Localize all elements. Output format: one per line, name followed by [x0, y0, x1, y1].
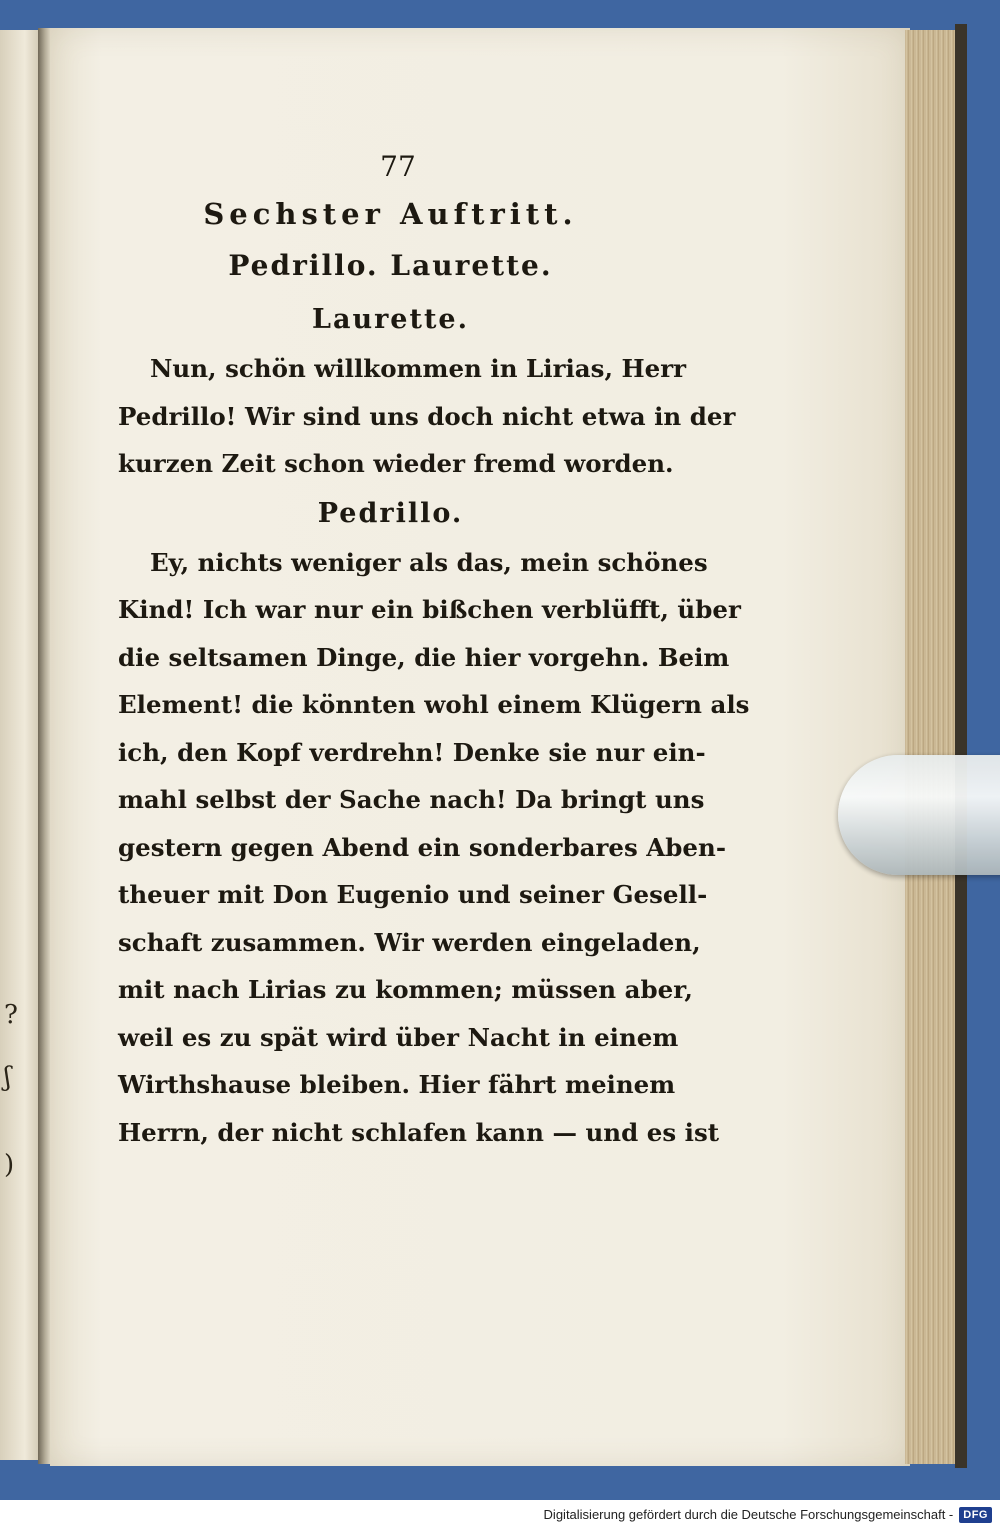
text-line: weil es zu spät wird über Nacht in einem — [118, 1022, 679, 1052]
text-line: mit nach Lirias zu kommen; müssen aber, — [118, 975, 693, 1004]
page-fore-edge — [905, 30, 957, 1464]
dfg-logo: DFG — [959, 1507, 992, 1523]
text-line: Wirthshause bleiben. Hier fährt meinem — [118, 1070, 676, 1099]
text-line: mahl selbst der Sache nach! Da bringt uns — [118, 785, 705, 814]
speaker-name: Pedrillo. — [317, 497, 464, 529]
text-line: kurzen Zeit schon wieder fremd worden. — [118, 449, 674, 478]
text-line: Element! die könnten wohl einem Klügern als — [118, 690, 750, 719]
page-number: 77 — [380, 150, 416, 183]
text-line: Herrn, der nicht schlafen kann — und es ist — [118, 1117, 720, 1147]
text-line: die seltsamen Dinge, die hier vorgehn. Beim — [118, 642, 730, 672]
page-text — [118, 150, 750, 1166]
left-page-mark: ? — [4, 1000, 18, 1030]
book-cover-edge — [955, 24, 967, 1468]
scene-title: Sechster Auftritt. — [203, 197, 578, 231]
footer-credit: Digitalisierung gefördert durch die Deutsche Forschungsgemeinschaft - — [543, 1507, 954, 1522]
speech-paragraph — [118, 539, 750, 1157]
text-line: Ey, nichts weniger als das, mein schönes — [150, 547, 708, 577]
text-line: Nun, schön willkommen in Lirias, Herr — [150, 354, 687, 383]
speaker-name: Laurette. — [311, 304, 470, 335]
left-page-mark: ) — [4, 1150, 15, 1180]
digitization-footer — [0, 1500, 1000, 1529]
page-holder-clip — [838, 755, 1000, 875]
text-line: gestern gegen Abend ein sonderbares Aben- — [118, 832, 726, 862]
text-line: ich, den Kopf verdrehn! Denke sie nur ein- — [118, 737, 706, 767]
scene-characters: Pedrillo. Laurette. — [228, 249, 553, 282]
left-page-mark: ʃ — [4, 1062, 12, 1092]
text-line: theuer mit Don Eugenio und seiner Gesell- — [118, 880, 708, 909]
text-line: Kind! Ich war nur ein bißchen verblüfft, über — [118, 595, 741, 624]
text-line: Pedrillo! Wir sind uns doch nicht etwa in der — [118, 401, 736, 431]
speech-paragraph — [118, 345, 736, 488]
text-line: schaft zusammen. Wir werden eingeladen, — [118, 927, 701, 957]
